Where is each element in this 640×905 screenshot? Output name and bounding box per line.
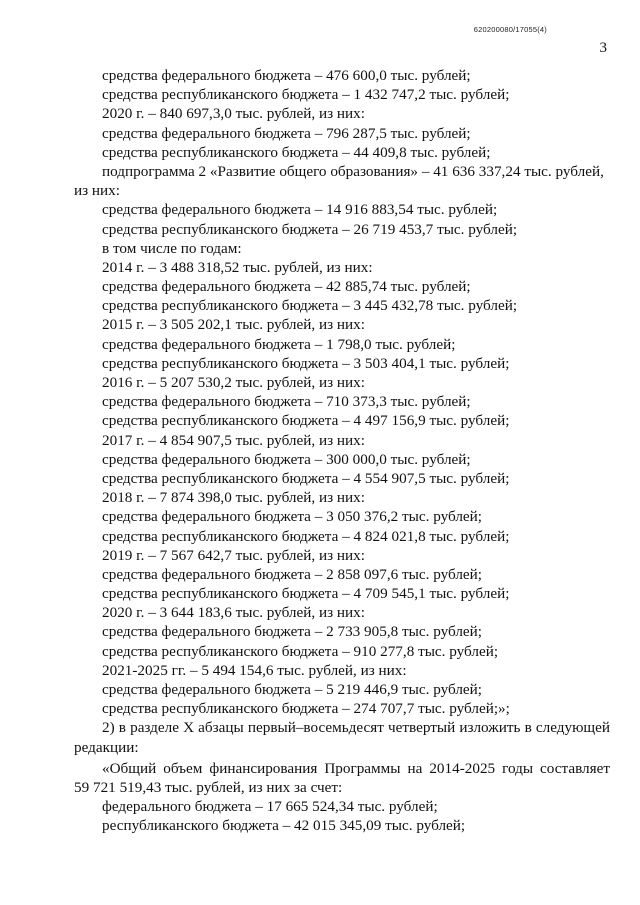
year-total-line: 2018 г. – 7 874 398,0 тыс. рублей, из них: [102,489,365,507]
page-number: 3 [599,40,607,56]
text-line: средства республиканского бюджета – 1 432 747,2 тыс. рублей; [102,86,510,104]
text-line: из них: [74,182,120,200]
year-total-line: 2016 г. – 5 207 530,2 тыс. рублей, из них: [102,374,365,391]
year-total-line: 2021-2025 гг. – 5 494 154,6 тыс. рублей, из них: [102,661,407,679]
text-line: средства республиканского бюджета – 274 707,7 тыс. рублей;»; [102,700,510,718]
text-line: средства федерального бюджета – 2 858 097,6 тыс. рублей; [102,565,483,583]
text-line: средства республиканского бюджета – 4 554 907,5 тыс. рублей; [102,469,510,487]
text-line: средства федерального бюджета – 796 287,5 тыс. рублей; [102,124,471,142]
year-total-line: 2019 г. – 7 567 642,7 тыс. рублей, из них: [102,546,365,564]
subprogram-2-heading: подпрограмма 2 «Развитие общего образования» – 41 636 337,24 тыс. рублей, [102,162,604,180]
text-line: средства федерального бюджета – 14 916 883,54 тыс. рублей; [102,201,498,219]
text-line: средства республиканского бюджета – 26 719 453,7 тыс. рублей; [102,220,518,238]
text-line: средства федерального бюджета – 5 219 446,9 тыс. рублей; [102,681,483,698]
year-total-line: 2014 г. – 3 488 318,52 тыс. рублей, из них: [102,258,373,276]
text-line: средства федерального бюджета – 476 600,0 тыс. рублей; [102,67,471,84]
text-line: средства республиканского бюджета – 4 497 156,9 тыс. рублей; [102,412,510,430]
text-line: редакции: [74,738,139,756]
text-line: средства федерального бюджета – 2 733 905,8 тыс. рублей; [102,623,483,641]
text-line: в том числе по годам: [102,239,242,257]
text-line: средства республиканского бюджета – 4 709 545,1 тыс. рублей; [102,585,510,603]
document-body [74,66,610,836]
text-line: средства республиканского бюджета – 910 277,8 тыс. рублей; [102,642,499,660]
text-line: федерального бюджета – 17 665 524,34 тыс. рублей; [102,798,438,816]
total-financing-line: «Общий объем финансирования Программы на 2014-2025 годы составляет [102,759,610,777]
text-line: средства федерального бюджета – 1 798,0 тыс. рублей; [102,335,456,353]
year-total-line: 2017 г. – 4 854 907,5 тыс. рублей, из них: [102,431,365,449]
text-line: средства федерального бюджета – 3 050 376,2 тыс. рублей; [102,508,483,526]
text-line: средства федерального бюджета – 42 885,74 тыс. рублей; [102,278,471,296]
year-total-line: 2020 г. – 3 644 183,6 тыс. рублей, из них: [102,604,365,622]
year-total-line: 2015 г. – 3 505 202,1 тыс. рублей, из них: [102,316,365,334]
text-line: средства федерального бюджета – 710 373,3 тыс. рублей; [102,393,471,411]
text-line: средства республиканского бюджета – 44 409,8 тыс. рублей; [102,143,491,161]
text-line: средства республиканского бюджета – 4 824 021,8 тыс. рублей; [102,527,510,545]
text-line: средства республиканского бюджета – 3 503 404,1 тыс. рублей; [102,354,510,372]
text-line: 59 721 519,43 тыс. рублей, из них за счет: [74,778,343,796]
document-registration-code: 620200080/17055(4) [473,25,547,34]
text-line: республиканского бюджета – 42 015 345,09 тыс. рублей; [102,817,466,835]
text-line: 2020 г. – 840 697,3,0 тыс. рублей, из них: [102,105,365,123]
text-line: средства республиканского бюджета – 3 445 432,78 тыс. рублей; [102,297,518,315]
text-line: средства федерального бюджета – 300 000,0 тыс. рублей; [102,450,471,468]
amendment-item-2: 2) в разделе X абзацы первый–восемьдесят четвертый изложить в следующей [102,719,610,737]
